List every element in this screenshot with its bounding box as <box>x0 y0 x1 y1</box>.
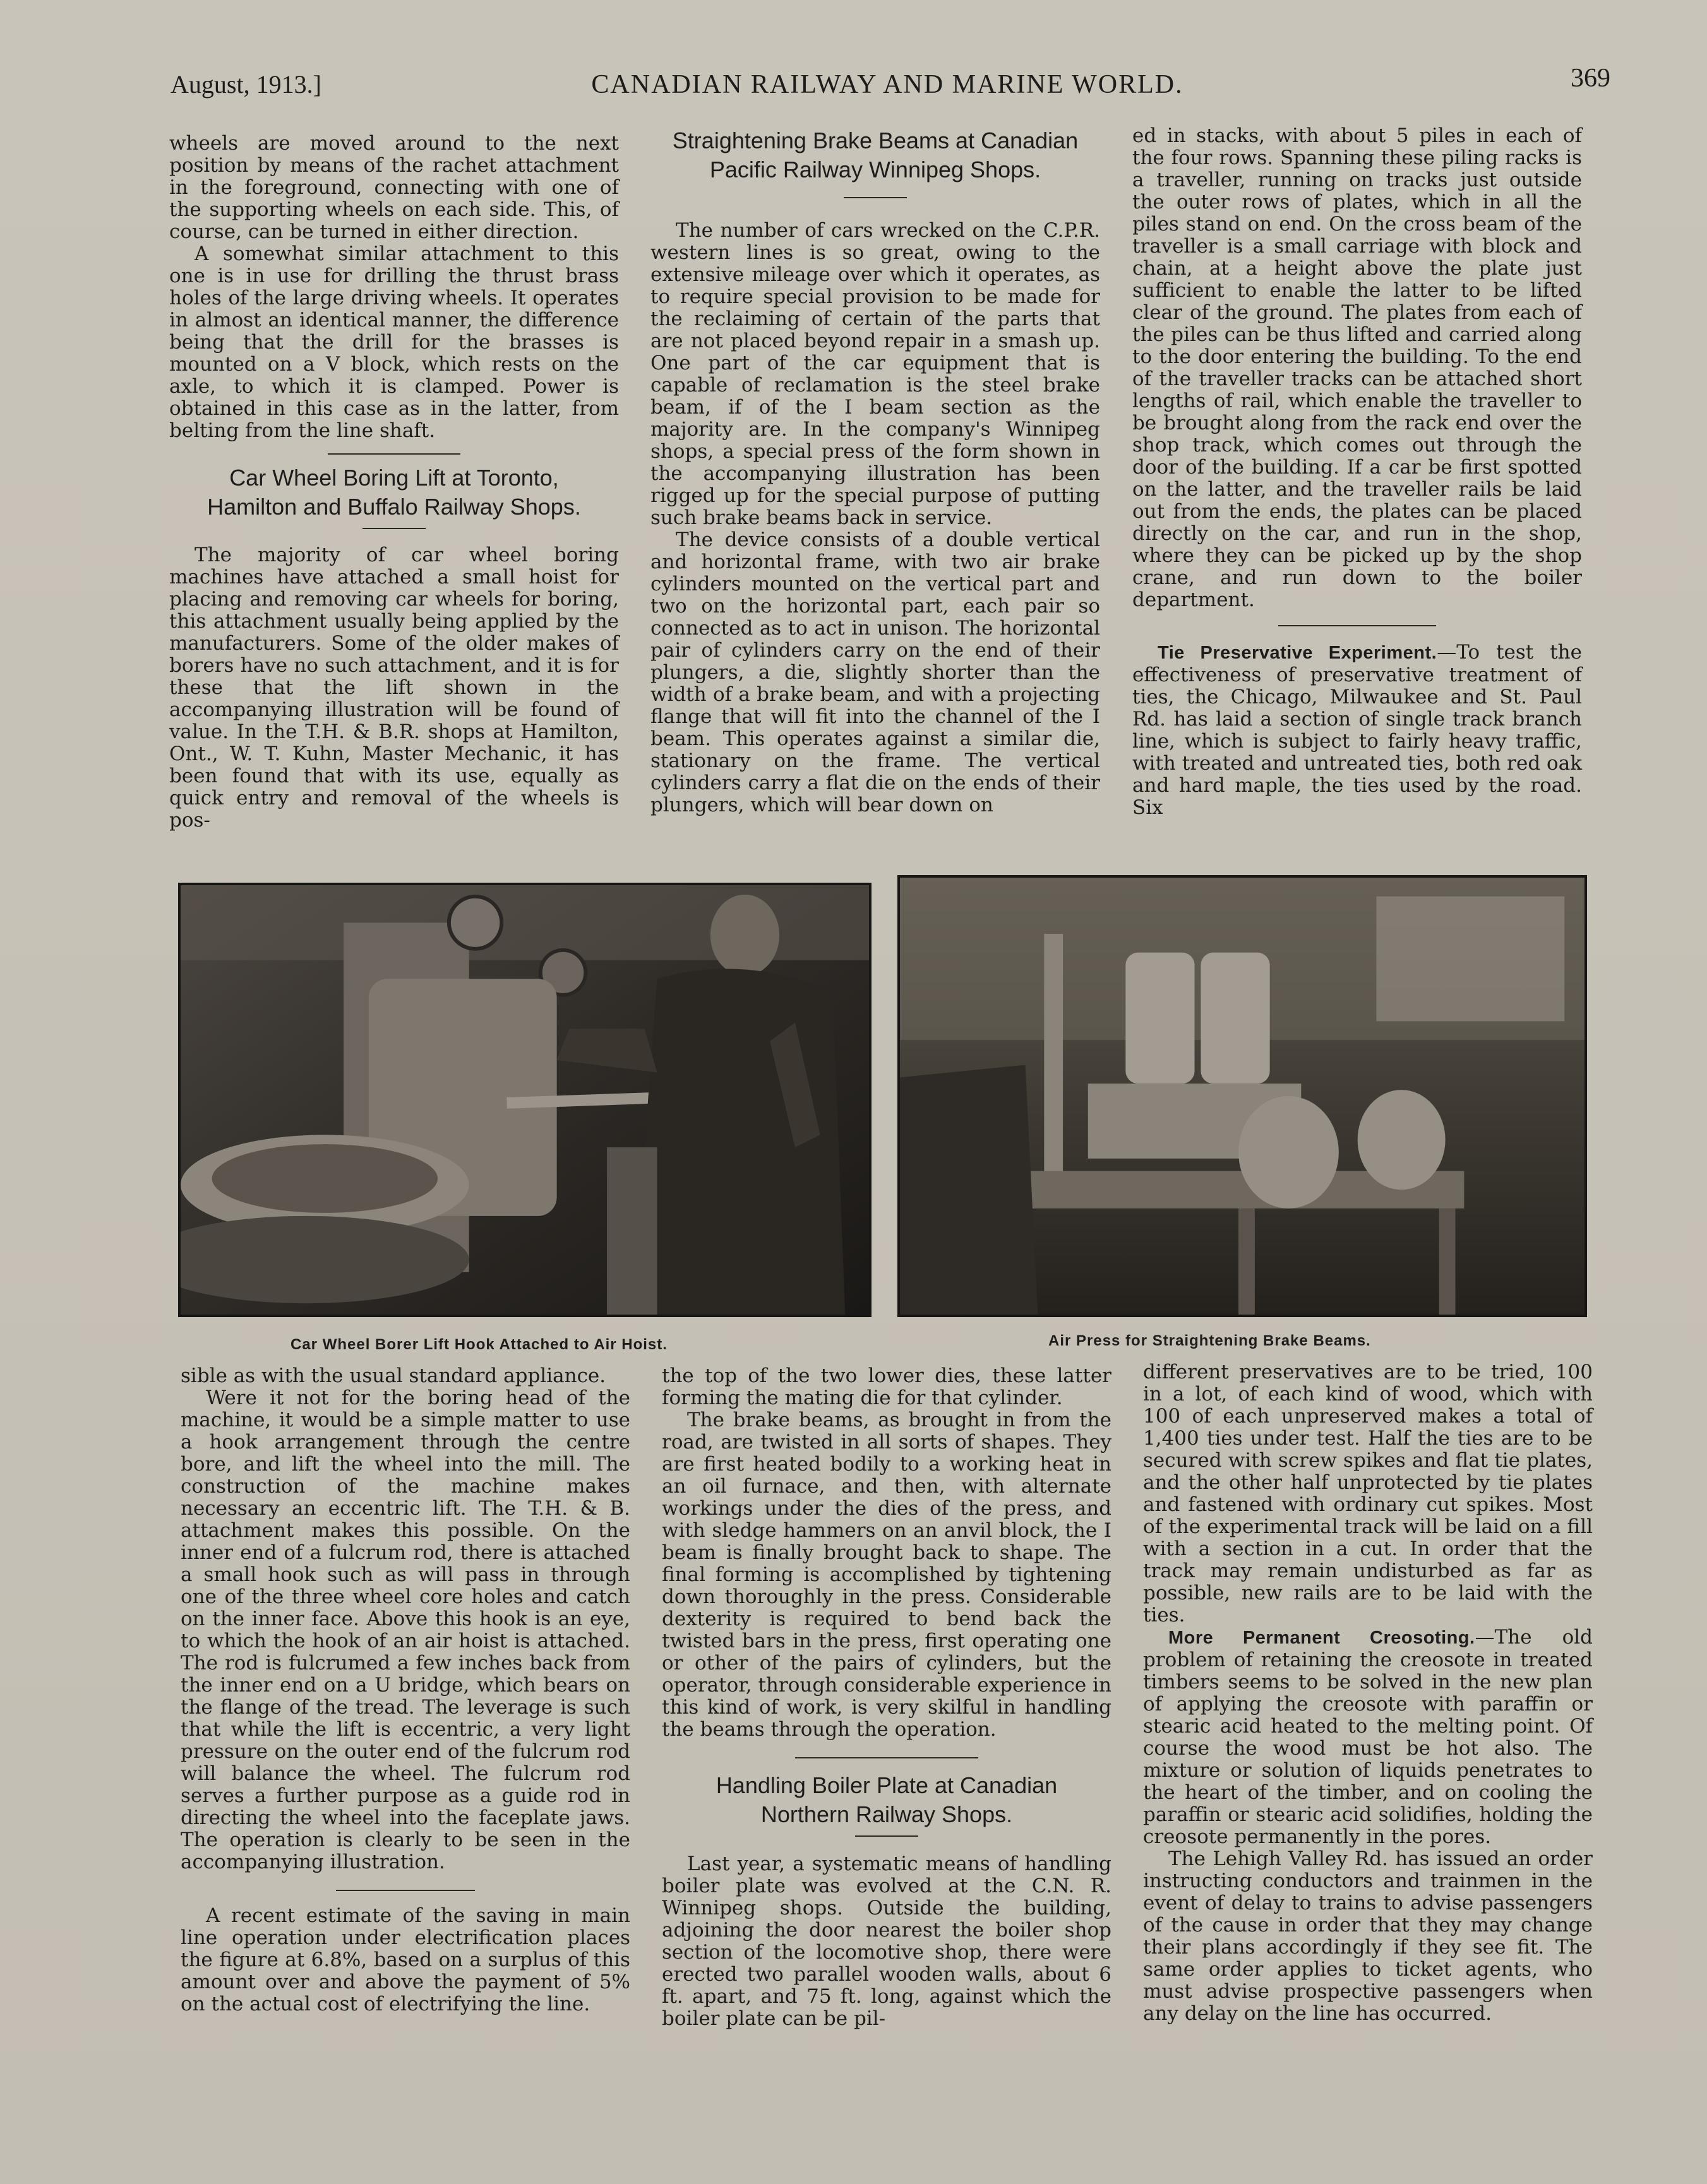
paragraph: The majority of car wheel boring machines have attached a small hoist for placing and removing car wheels for boring, this attachment usually being applied by the manufacturers. Some of the older makes of borers have no such attachment, and it is for these that the lift shown in the accompanying illustration will be found of value. In the T.H. & B.R. shops at Hamilton, Ont., W. T. Kuhn, Master Mechanic, it has been found that with its use, equally as quick entry and removal of the wheels is pos- <box>169 544 619 832</box>
paragraph: Last year, a systematic means of handling boiler plate was evolved at the C.N. R. Winnipeg shops. Outside the building, adjoining the door nearest the boiler shop section of the locomotive shop, there were erected two parallel wooden walls, about 6 ft. apart, and 75 ft. long, against which the boiler plate can be pil- <box>662 1853 1111 2030</box>
paragraph: different preservatives are to be tried, 100 in a lot, of each kind of wood, which with 100 of each unpreserved makes a total of 1,400 ties under test. Half the ties are to be secured with screw spikes and flat tie plates, and the other half unprotected by tie plates and fastened with ordinary cut spikes. Most of the experimental track will be laid on a fill with a section in a cut. In order that the track may remain undisturbed as far as possible, new rails are to be laid with the ties. <box>1143 1361 1593 1626</box>
article-heading: Handling Boiler Plate at Canadian Northern Railway Shops. <box>716 1772 1058 1827</box>
paragraph: sible as with the usual standard appliance. <box>181 1364 606 1387</box>
photo-caption-right: Air Press for Straightening Brake Beams. <box>1048 1332 1371 1349</box>
paragraph: The Lehigh Valley Rd. has issued an order instructing conductors and trainmen in the event of delay to trains to advise passengers of the cause in order that they may change their plans accordingly if they see fit. The same order applies to ticket agents, who must advise prospective passengers when any delay on the line has occurred. <box>1143 1847 1593 2025</box>
runin-heading: More Permanent Creosoting. <box>1168 1628 1475 1648</box>
photo-caption-left: Car Wheel Borer Lift Hook Attached to Air Hoist. <box>290 1336 668 1353</box>
runin-heading: Tie Preservative Experiment. <box>1158 643 1437 663</box>
section-rule <box>328 453 460 455</box>
paragraph: Were it not for the boring head of the machine, it would be a simple matter to use a hook arrangement through the centre bore, and lift the wheel into the mill. The construction of the machine makes necessary an eccentric lift. The T.H. & B. attachment makes this possible. On the inner end of a fulcrum rod, there is attached a small hook such as will pass in through one of the three wheel core holes and catch on the inner face. Above this hook is an eye, to which the hook of an air hoist is attached. The rod is fulcrumed a few inches back from the inner end on a U bridge, which bears on the flange of the tread. The leverage is such that while the lift is eccentric, a very light pressure on the outer end of the fulcrum rod will balance the wheel. The fulcrum rod serves a further purpose as a guide rod in directing the wheel into the faceplate jaws. The operation is clearly to be seen in the accompanying illustration. <box>181 1387 630 1873</box>
paragraph: ed in stacks, with about 5 piles in each of the four rows. Spanning these piling racks is a traveller, running on tracks just outside the outer rows of plates, which in all the piles stand on end. On the cross beam of the traveller is a small carriage with block and chain, at a height above the plate just sufficient to enable the latter to be lifted clear of the ground. The plates from each of the piles can be thus lifted and carried along to the door entering the building. To the end of the traveller tracks can be attached short lengths of rail, which enable the traveller to be brought along from the rack end over the shop track, which comes out through the door of the building. If a car be first spotted on the latter, and the traveller rails be laid out from the ends, the plates can be placed directly on the car, and run in the shop, where they can be picked up by the shop crane, and run down to the boiler department. <box>1132 124 1582 611</box>
paragraph: A recent estimate of the saving in main line operation under electrification places the figure at 6.8%, based on a surplus of this amount over and above the payment of 5% on the actual cost of electrifying the line. <box>181 1904 630 2015</box>
car-wheel-borer-image <box>181 885 869 1315</box>
article-heading: Straightening Brake Beams at Canadian Pacific Railway Winnipeg Shops. <box>672 128 1079 182</box>
photo-car-wheel-borer <box>178 883 871 1317</box>
photo-air-press <box>897 875 1587 1317</box>
paragraph: More Permanent Creosoting.—The old problem of retaining the creosote in treated timbers seems to be solved in the new plan of applying the creosote with paraffin or stearic acid heated to the melting point. Of course the wood must be hot also. The mixture or solution of liquids penetrates to the heart of the timber, and on cooling the paraffin or stearic acid solidifies, holding the creosote permanently in the pores. <box>1143 1626 1593 1848</box>
heading-rule <box>362 528 426 529</box>
section-rule <box>795 1757 978 1758</box>
heading-rule <box>855 1835 918 1837</box>
paragraph: A somewhat similar attachment to this one is in use for drilling the thrust brass holes of the large driving wheels. It operates in almost an identical manner, the difference being that the drill for the brasses is mounted on a V block, which rests on the axle, to which it is clamped. Power is obtained in this case as in the latter, from belting from the line shaft. <box>169 242 619 442</box>
top-column-3 <box>1132 125 1582 819</box>
paragraph: the top of the two lower dies, these latter forming the mating die for that cylinder. <box>662 1364 1111 1409</box>
page-header <box>164 63 1610 107</box>
publication-title: CANADIAN RAILWAY AND MARINE WORLD. <box>591 70 1183 99</box>
air-press-image <box>900 878 1584 1315</box>
section-rule <box>1278 625 1436 626</box>
paragraph: wheels are moved around to the next position by means of the rachet attachment in the foreground, connecting with one of the supporting wheels on each side. This, of course, can be turned in either direction. <box>169 132 619 243</box>
bottom-column-2 <box>662 1365 1111 2030</box>
section-rule <box>336 1890 475 1891</box>
bottom-column-1 <box>181 1365 630 2015</box>
top-column-2 <box>650 126 1100 816</box>
page-number: 369 <box>1571 64 1610 93</box>
top-column-1 <box>169 133 619 832</box>
article-heading: Car Wheel Boring Lift at Toronto, Hamilton and Buffalo Railway Shops. <box>207 465 581 520</box>
heading-rule <box>844 197 907 198</box>
paragraph: The brake beams, as brought in from the road, are twisted in all sorts of shapes. They are first heated bodily to a working heat in an oil furnace, and then, with alternate workings under the dies of the press, and with sledge hammers on an anvil block, the I beam is finally brought back to shape. The final forming is accomplished by tightening down thoroughly in the press. Considerable dexterity is required to bend back the twisted bars in the press, first operating one or other of the pairs of cylinders, but the operator, through considerable experience in this kind of work, is very skilful in handling the beams through the operation. <box>662 1409 1111 1741</box>
issue-date: August, 1913.] <box>171 70 321 98</box>
paragraph: The number of cars wrecked on the C.P.R. western lines is so great, owing to the extensive mileage over which it operates, as to require special provision to be made for the reclaiming of certain of the parts that are not placed beyond repair in a smash up. One part of the car equipment that is capable of reclamation is the steel brake beam, if of the I beam section as the majority are. In the company's Winnipeg shops, a special press of the form shown in the accompanying illustration has been rigged up for the special purpose of putting such brake beams back in service. <box>650 219 1100 529</box>
paragraph: Tie Preservative Experiment.—To test the effectiveness of preservative treatment of ties, the Chicago, Milwaukee and St. Paul Rd. has laid a section of single track branch line, which is subject to fairly heavy traffic, with treated and untreated ties, both red oak and hard maple, the ties used by the road. Six <box>1132 641 1582 819</box>
paragraph: The device consists of a double vertical and horizontal frame, with two air brake cylinders mounted on the vertical part and two on the horizontal part, each pair so connected as to act in unison. The horizontal pair of cylinders carry on the end of their plungers, a die, slightly shorter than the width of a brake beam, and with a projecting flange that will fit into the channel of the I beam. This operates against a similar die, stationary on the frame. The vertical cylinders carry a flat die on the ends of their plungers, which will bear down on <box>650 528 1100 816</box>
bottom-column-3 <box>1143 1361 1593 2025</box>
